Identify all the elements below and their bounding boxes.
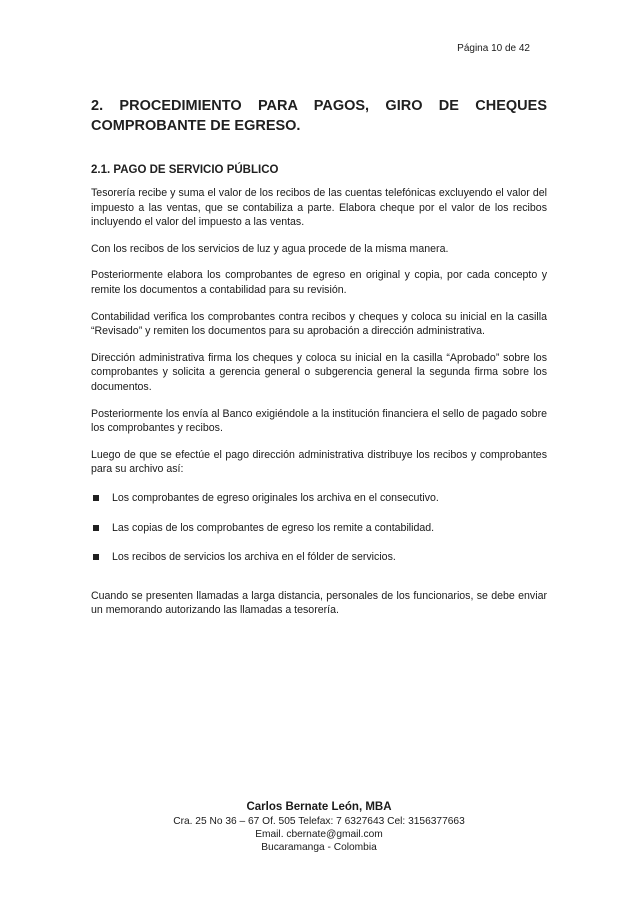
list-item-text: Las copias de los comprobantes de egreso los remite a contabilidad.: [112, 521, 435, 534]
square-bullet-icon: [93, 495, 99, 501]
paragraph: Tesorería recibe y suma el valor de los recibos de las cuentas telefónicas excluyendo el valor del impuesto a las ventas, que se contabiliza a parte. Elabora cheque por el valor de los recibos incluyendo el valor del impuesto a las ventas.: [91, 187, 547, 229]
footer-city: Bucaramanga - Colombia: [261, 842, 377, 854]
section-title: 2. PROCEDIMIENTO PARA PAGOS, GIRO DE CHEQUES COMPROBANTE DE EGRESO.: [91, 98, 547, 134]
footer: [0, 800, 638, 855]
list-item-text: Los recibos de servicios los archiva en el fólder de servicios.: [112, 551, 396, 564]
paragraph: Con los recibos de los servicios de luz y agua procede de la misma manera.: [91, 242, 449, 255]
paragraph: Contabilidad verifica los comprobantes contra recibos y cheques y coloca su inicial en la casilla “Revisado” y remiten los documentos para su aprobación a dirección administrativa.: [91, 310, 547, 338]
footer-author-name: Carlos Bernate León, MBA: [246, 801, 392, 813]
square-bullet-icon: [93, 525, 99, 531]
paragraph: Posteriormente elabora los comprobantes de egreso en original y copia, por cada concepto y remite los documentos a contabilidad para su revisión.: [91, 269, 547, 296]
page-number: Página 10 de 42: [457, 43, 530, 54]
subsection-title: 2.1. PAGO DE SERVICIO PÚBLICO: [91, 164, 279, 176]
square-bullet-icon: [93, 554, 99, 560]
closing-paragraph: Cuando se presenten llamadas a larga distancia, personales de los funcionarios, se debe enviar un memorando autorizando las llamadas a tesorería.: [91, 589, 547, 617]
footer-email: Email. cbernate@gmail.com: [255, 829, 383, 841]
paragraph: Posteriormente los envía al Banco exigiéndole a la institución financiera el sello de pagado sobre los comprobantes y recibos.: [91, 407, 547, 435]
paragraph: Luego de que se efectúe el pago dirección administrativa distribuye los recibos y comprobantes para su archivo así:: [91, 448, 547, 476]
document-body: [91, 96, 547, 618]
paragraph: Dirección administrativa firma los cheques y coloca su inicial en la casilla “Aprobado” sobre los comprobantes y solicita a gerencia general o subgerencia general la segunda firma sobre los documentos.: [91, 351, 547, 393]
footer-address: Cra. 25 No 36 – 67 Of. 505 Telefax: 7 6327643 Cel: 3156377663: [173, 816, 465, 827]
bullet-list: [91, 491, 547, 565]
list-item: [91, 550, 547, 565]
list-item: [91, 521, 547, 536]
list-item: [91, 491, 547, 506]
list-item-text: Los comprobantes de egreso originales los archiva en el consecutivo.: [112, 491, 439, 504]
